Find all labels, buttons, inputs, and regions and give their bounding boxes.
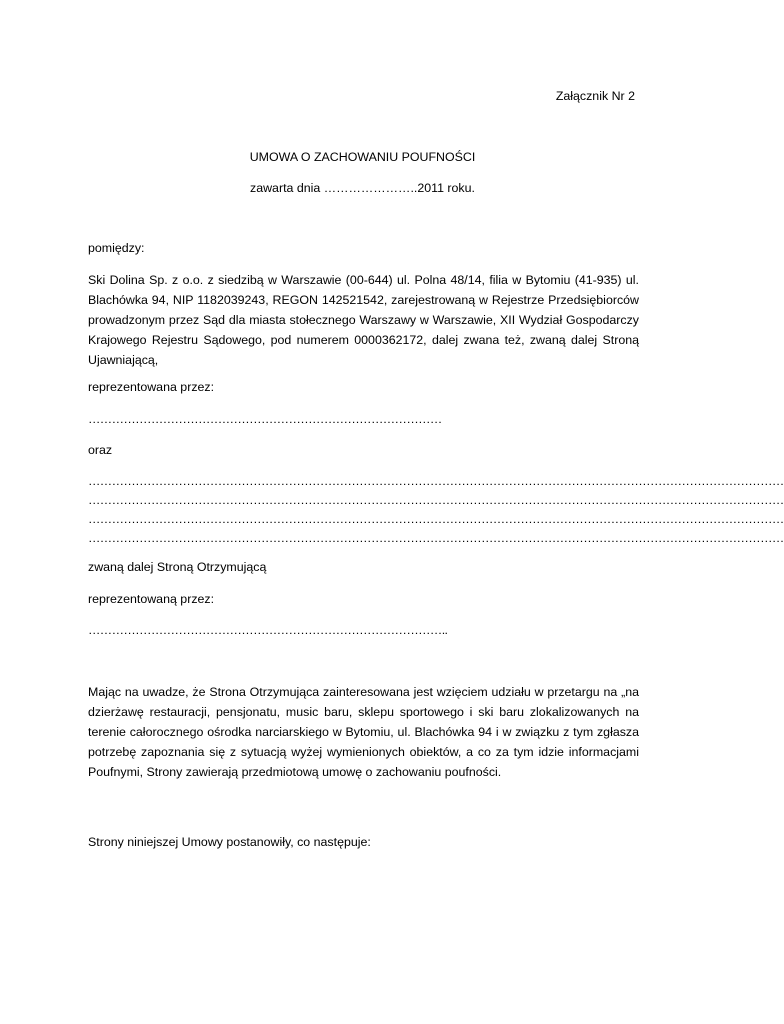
closing-statement: Strony niniejszej Umowy postanowiły, co następuje: [88, 835, 371, 849]
whereas-paragraph: Mając na uwadze, że Strona Otrzymująca zainteresowana jest wzięciem udziału w przetargu na „na dzierżawę restauracji, pensjonatu, music baru, sklepu sportowego i ski baru zlokalizowanych na terenie całorocznego ośrodka narciarskiego w Bytomiu, ul. Blachówka 94 i w związku z tym zgłasza potrzebę zapoznania się z sytuacją wyżej wymienionych obiektów, a co za tym idzie informacjami Poufnymi, Strony zawierają przedmiotową umowę o zachowaniu poufności. [88, 685, 639, 779]
receiving-party-represented-label: reprezentowaną przez: [88, 592, 215, 606]
receiving-party-blank-line: …………………………………………………………………………………………………………………………………………………………… [88, 531, 784, 545]
receiving-party-representative-blank: ……………………………………………………………………………….. [88, 623, 448, 637]
document-title: UMOWA O ZACHOWANIU POUFNOŚCI [249, 150, 476, 164]
receiving-party-blank-line: …………………………………………………………………………………………………………………………………………………………… [88, 512, 784, 526]
disclosing-party-description: Ski Dolina Sp. z o.o. z siedzibą w Warszawie (00-644) ul. Polna 48/14, filia w Bytomiu (41-935) ul. Blachówka 94, NIP 1182039243, REGON 142521542, zarejestrowaną w Rejestrze Przedsiębiorców prowadzonym przez Sąd dla miasta stołecznego Warszawy w Warszawie, XII Wydział Gospodarczy Krajowego Rejestru Sądowego, pod numerem 0000362172, dalej zwana też, zwaną dalej Stroną Ujawniającą, [88, 273, 639, 367]
receiving-party-description: zwaną dalej Stroną Otrzymującą [88, 560, 267, 574]
attachment-label: Załącznik Nr 2 [555, 89, 635, 103]
conjunction-label: oraz [88, 443, 113, 457]
between-label: pomiędzy: [88, 241, 145, 255]
receiving-party-blank-line: …………………………………………………………………………………………………………………………………………………………… [88, 474, 784, 488]
disclosing-party-represented-label: reprezentowana przez: [88, 380, 215, 394]
receiving-party-blank-line: …………………………………………………………………………………………………………………………………………………………… [88, 493, 784, 507]
date-line: zawarta dnia …………………..2011 roku. [250, 181, 475, 195]
disclosing-party-representative-blank: ……………………………………………………………………………… [88, 412, 442, 426]
